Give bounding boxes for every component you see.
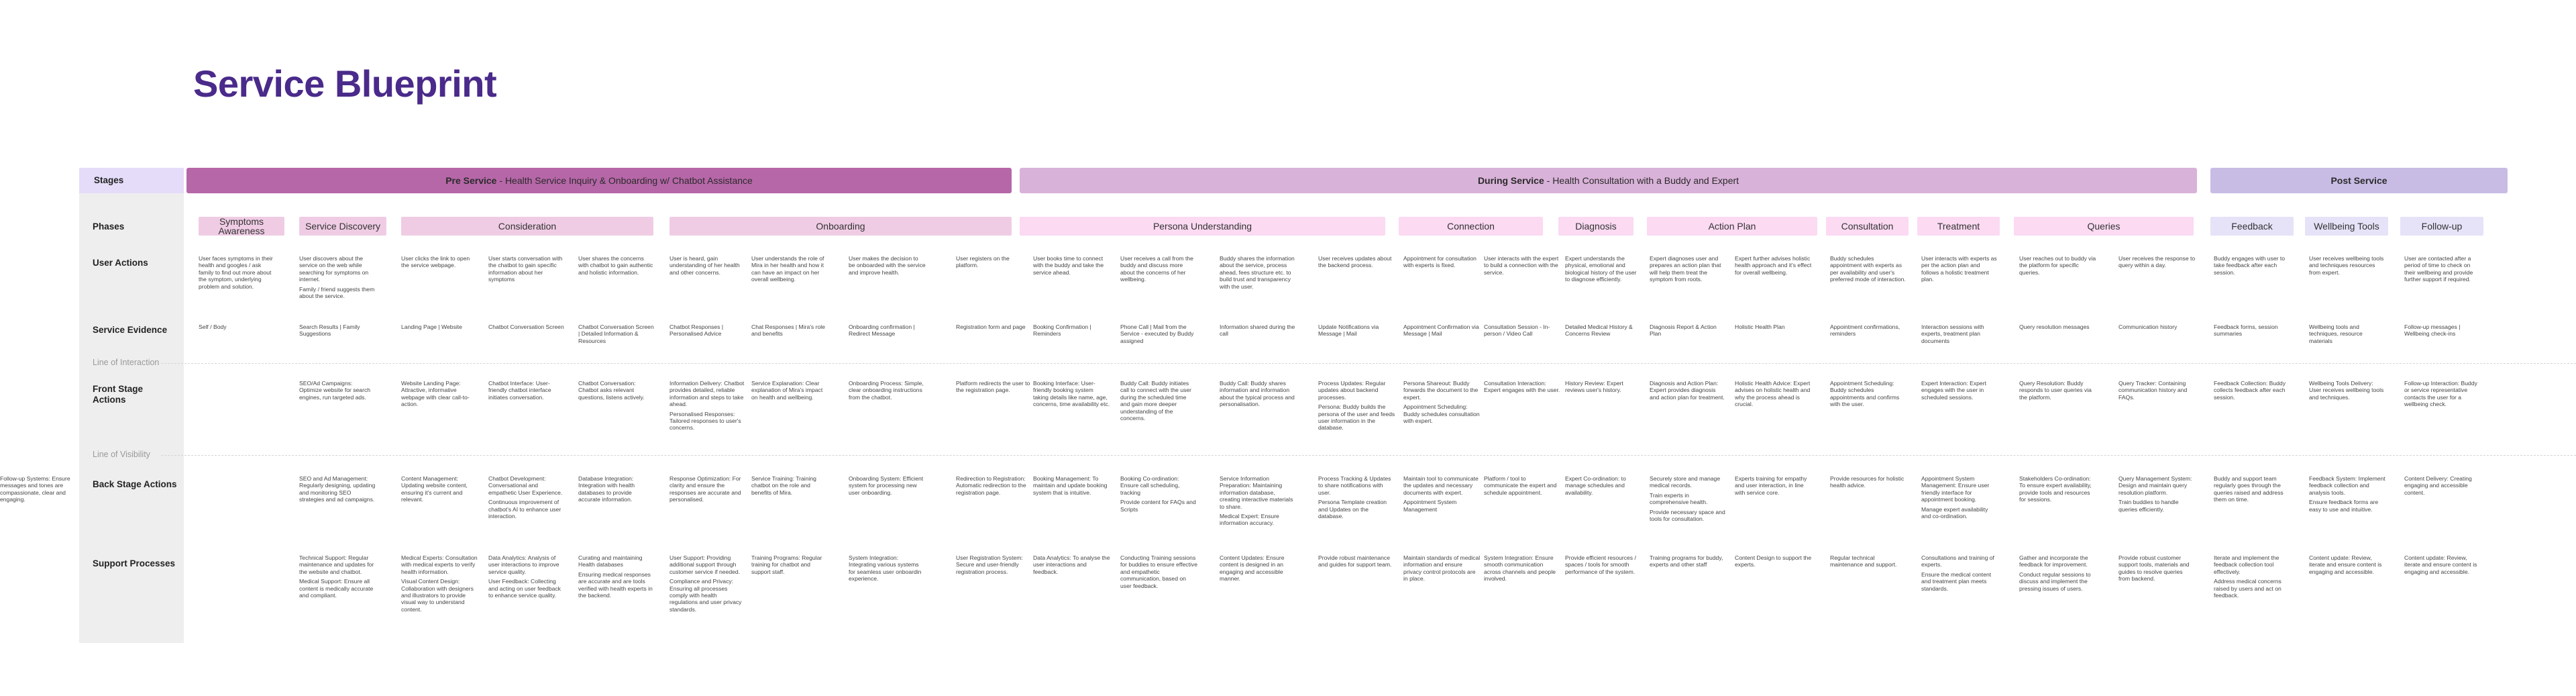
support-process-text: Conducting Training sessions for buddies to ensure effective and empathetic communication, based on user feedback. — [1120, 554, 1197, 589]
front-stage-action-cell — [1318, 380, 1395, 434]
user-action-text: User receives wellbeing tools and techniques resources from expert. — [2309, 255, 2384, 276]
support-process-cell — [1318, 554, 1395, 571]
support-process-text: Iterate and implement the feedback collection tool effectively. — [2214, 554, 2279, 575]
front-stage-action-text: Diagnosis and Action Plan: Expert provides diagnosis and action plan for treatment. — [1650, 380, 1725, 401]
support-process-cell — [401, 554, 478, 615]
support-process-text: Medical Support: Ensure all content is medically accurate and compliant. — [299, 578, 374, 599]
phase-symptoms-awareness: Symptoms Awareness — [199, 217, 284, 236]
back-stage-action-text: Appointment System Management — [1403, 499, 1457, 513]
phase-onboarding: Onboarding — [669, 217, 1012, 236]
front-stage-action-text: Expert Interaction: Expert engages with the user in scheduled sessions. — [1921, 380, 1986, 401]
support-process-text: Ensuring medical responses are accurate and are tools verified with health experts in the backend. — [578, 570, 653, 599]
front-stage-action-cell — [2309, 380, 2386, 403]
phase-consultation: Consultation — [1826, 217, 1909, 236]
front-stage-action-cell — [956, 380, 1033, 397]
service-evidence-cell: Query resolution messages — [2019, 324, 2090, 330]
support-process-cell — [849, 554, 926, 585]
support-process-text: Training programs for buddy, experts and other staff — [1650, 554, 1723, 568]
front-stage-action-text: Query Tracker: Containing communication history and FAQs. — [2118, 380, 2188, 401]
stage-during-service-name: During Service — [1477, 175, 1544, 186]
back-stage-action-text: Provide necessary space and tools for consultation. — [1650, 508, 1725, 523]
back-stage-action-cell — [1220, 475, 1297, 530]
service-evidence-cell: Chat Responses | Mira's role and benefits — [751, 324, 825, 338]
front-stage-action-cell — [299, 380, 376, 403]
support-process-cell — [2309, 554, 2386, 578]
page-title: Service Blueprint — [193, 62, 497, 105]
front-stage-action-text: Wellbeing Tools Delivery: User receives wellbeing tools and techniques. — [2309, 380, 2384, 401]
row-label-back-stage: Back Stage Actions — [93, 479, 177, 489]
user-action-text: User interacts with experts as per the action plan and follows a holistic treatment plan. — [1921, 255, 1997, 283]
user-action-cell — [1033, 255, 1110, 279]
support-process-text: Technical Support: Regular maintenance and updates for the website and chatbot. — [299, 554, 374, 575]
user-action-text: User receives updates about the backend process. — [1318, 255, 1392, 269]
support-process-text: Content Design to support the experts. — [1735, 554, 1812, 568]
support-process-text: Content Updates: Ensure content is designed in an engaging and accessible manner. — [1220, 554, 1285, 583]
user-action-cell — [2019, 255, 2096, 279]
back-stage-action-text: Redirection to Registration: Automatic redirection to the registration page. — [956, 475, 1026, 496]
back-stage-action-cell — [669, 475, 747, 506]
support-process-cell — [956, 554, 1033, 578]
support-process-text: User Support: Providing additional support through customer service if needed. — [669, 554, 741, 575]
back-stage-action-cell — [1403, 475, 1481, 515]
support-process-cell — [1484, 554, 1561, 585]
back-stage-action-text: Manage expert availability and co-ordination. — [1921, 505, 1988, 520]
back-stage-action-cell — [1830, 475, 1907, 492]
support-process-text: Regular technical maintenance and support. — [1830, 554, 1897, 568]
service-evidence-cell: Onboarding confirmation | Redirect Message — [849, 324, 915, 338]
back-stage-action-cell — [2118, 475, 2196, 515]
user-action-text: User discovers about the service on the web while searching for symptoms on internet. — [299, 255, 369, 283]
row-label-user-actions: User Actions — [93, 258, 148, 268]
user-action-text: User shares the concerns with chatbot to gain authentic and holistic information. — [578, 255, 653, 276]
support-process-text: Data Analytics: To analyse the user interactions and feedback. — [1033, 554, 1110, 575]
back-stage-action-text: Service Training: Training chatbot on the role and benefits of Mira. — [751, 475, 816, 496]
support-process-cell — [2019, 554, 2096, 595]
front-stage-action-text: Buddy Call: Buddy initiates call to connect with the user during the scheduled time and gain more deeper understanding of the concerns. — [1120, 380, 1192, 422]
user-action-cell — [2118, 255, 2196, 272]
support-process-cell — [2214, 554, 2291, 601]
phase-follow-up: Follow-up — [2400, 217, 2483, 236]
user-action-cell — [578, 255, 655, 279]
user-action-text: User starts conversation with the chatbot to gain specific information about her symptoms — [488, 255, 563, 283]
back-stage-action-cell — [578, 475, 655, 506]
front-stage-action-text: Chatbot Conversation: Chatbot asks relevant questions, listens actively. — [578, 380, 645, 401]
service-evidence-cell: Search Results | Family Suggestions — [299, 324, 360, 338]
support-process-text: User Feedback: Collecting and acting on user feedback to enhance service quality. — [488, 578, 561, 599]
front-stage-action-text: Appointment Scheduling: Buddy schedules consultation with expert. — [1403, 403, 1480, 425]
support-process-cell — [2118, 554, 2196, 585]
stage-pre-service: Pre Service - Health Service Inquiry & Onboarding w/ Chatbot Assistance — [186, 168, 1012, 193]
back-stage-action-cell — [2019, 475, 2096, 506]
user-action-text: User are contacted after a period of time to check on their wellbeing and provide further support if required. — [2404, 255, 2473, 283]
user-action-text: User receives the response to query within a day. — [2118, 255, 2196, 269]
user-action-cell — [956, 255, 1033, 272]
support-process-text: Content update: Review, iterate and ensure content is engaging and accessible. — [2309, 554, 2382, 575]
support-process-text: Medical Experts: Consultation with medical experts to verify health information. — [401, 554, 478, 575]
user-action-cell — [199, 255, 276, 293]
support-process-text: System Integration: Integrating various systems for seamless user onboardin experience. — [849, 554, 922, 583]
user-action-cell — [669, 255, 747, 279]
back-stage-action-cell — [2404, 475, 2481, 499]
support-process-cell — [2404, 554, 2481, 578]
front-stage-action-cell — [1220, 380, 1297, 411]
front-stage-action-text: Consultation Interaction: Expert engages with the user. — [1484, 380, 1560, 394]
support-process-cell — [751, 554, 828, 578]
support-process-cell — [1650, 554, 1727, 571]
front-stage-action-text: Booking Interface: User-friendly booking system taking details like name, age, concerns, time availability etc. — [1033, 380, 1110, 408]
user-action-cell — [1484, 255, 1561, 279]
user-action-text: User receives a call from the buddy and discuss more about the concerns of her wellbeing. — [1120, 255, 1193, 283]
back-stage-action-cell — [1033, 475, 1110, 499]
back-stage-action-cell — [1650, 475, 1727, 525]
support-process-cell — [299, 554, 376, 601]
front-stage-action-cell — [2118, 380, 2196, 403]
user-action-cell — [751, 255, 828, 286]
service-evidence-cell: Appointment confirmations, reminders — [1830, 324, 1900, 338]
support-process-text: Maintain standards of medical information and ensure privacy control protocols are in place. — [1403, 554, 1481, 583]
back-stage-action-text: Follow-up Systems: Ensure messages and tones are compassionate, clear and engaging. — [0, 475, 70, 503]
phase-persona-understanding: Persona Understanding — [1020, 217, 1385, 236]
back-stage-action-cell — [2309, 475, 2386, 515]
service-evidence-cell: Update Notifications via Message | Mail — [1318, 324, 1379, 338]
row-label-column — [79, 168, 184, 643]
service-evidence-cell: Detailed Medical History & Concerns Review — [1565, 324, 1633, 338]
back-stage-action-text: Onboarding System: Efficient system for processing new user onboarding. — [849, 475, 924, 496]
front-stage-action-text: Feedback Collection: Buddy collects feedback after each session. — [2214, 380, 2286, 401]
service-evidence-cell: Chatbot Responses | Personalised Advice — [669, 324, 724, 338]
front-stage-action-text: Buddy Call: Buddy shares information and information about the typical process and personalisation. — [1220, 380, 1295, 408]
back-stage-action-text: Experts training for empathy and user interaction, in line with service core. — [1735, 475, 1807, 496]
user-action-cell — [2404, 255, 2481, 286]
front-stage-action-cell — [1921, 380, 1998, 403]
front-stage-action-text: Personalised Responses: Tailored responses to user's concerns. — [669, 410, 741, 432]
front-stage-action-cell — [849, 380, 926, 403]
back-stage-action-text: Process Tracking & Updates to share notifications with user. — [1318, 475, 1391, 496]
user-action-cell — [1403, 255, 1481, 272]
support-process-text: Training Programs: Regular training for chatbot and support staff. — [751, 554, 822, 575]
front-stage-action-cell — [2404, 380, 2481, 411]
line-of-interaction — [161, 363, 2576, 364]
phase-queries: Queries — [2014, 217, 2194, 236]
front-stage-action-text: Appointment Scheduling: Buddy schedules appointments and confirms with the user. — [1830, 380, 1900, 408]
back-stage-action-cell — [401, 475, 478, 506]
service-evidence-cell: Follow-up messages | Wellbeing check-ins — [2404, 324, 2461, 338]
front-stage-action-cell — [1650, 380, 1727, 403]
back-stage-action-text: SEO and Ad Management: Regularly designing, updating and monitoring SEO strategies and ad campaigns. — [299, 475, 376, 503]
front-stage-action-cell — [2019, 380, 2096, 403]
user-action-cell — [1735, 255, 1812, 279]
back-stage-action-text: Feedback System: Implement feedback collection and analysis tools. — [2309, 475, 2385, 496]
back-stage-action-text: Buddy and support team regularly goes through the queries raised and address them on time. — [2214, 475, 2284, 503]
service-evidence-cell: Chatbot Conversation Screen — [488, 324, 564, 330]
front-stage-action-text: Holistic Health Advice: Expert advises on holistic health and why the process ahead is crucial. — [1735, 380, 1811, 408]
front-stage-action-cell — [1484, 380, 1561, 397]
user-action-text: User makes the decision to be onboarded with the service and improve health. — [849, 255, 926, 276]
line-of-visibility — [161, 455, 2576, 456]
support-process-cell — [1565, 554, 1642, 578]
back-stage-action-text: Content Delivery: Creating engaging and accessible content. — [2404, 475, 2472, 496]
front-stage-action-text: Service Explanation: Clear explanation of Mira's impact on health and wellbeing. — [751, 380, 823, 401]
back-stage-action-cell — [849, 475, 926, 499]
support-process-text: Consultations and training of experts. — [1921, 554, 1994, 568]
user-action-cell — [1921, 255, 1998, 286]
user-action-cell — [1318, 255, 1395, 272]
front-stage-action-cell — [1403, 380, 1481, 427]
back-stage-action-text: Train buddies to handle queries efficiently. — [2118, 499, 2179, 513]
back-stage-action-text: Continuous improvement of chatbot's AI to enhance user interaction. — [488, 499, 561, 520]
back-stage-action-text: Query Management System: Design and maintain query resolution platform. — [2118, 475, 2192, 496]
back-stage-action-text: Maintain tool to communicate the updates and necessary documents with expert. — [1403, 475, 1479, 496]
front-stage-action-cell — [1120, 380, 1197, 424]
back-stage-action-cell — [1484, 475, 1561, 499]
back-stage-action-cell — [1921, 475, 1998, 522]
support-process-text: System Integration: Ensure smooth communication across channels and people involved. — [1484, 554, 1556, 583]
back-stage-action-text: Provide resources for holistic health advice. — [1830, 475, 1904, 489]
stage-pre-service-name: Pre Service — [445, 175, 497, 186]
support-process-text: Curating and maintaining Health databases — [578, 554, 643, 568]
support-process-text: Content update: Review, iterate and ensure content is engaging and accessible. — [2404, 554, 2477, 575]
back-stage-action-text: Service Information Preparation: Maintaining information database, creating interactive materials to share. — [1220, 475, 1293, 510]
back-stage-action-text: Provide content for FAQs and Scripts — [1120, 499, 1196, 513]
support-process-text: Provide robust customer support tools, materials and guides to resolve queries from backend. — [2118, 554, 2190, 583]
support-process-text: Address medical concerns raised by users and act on feedback. — [2214, 578, 2282, 599]
user-action-cell — [1120, 255, 1197, 286]
back-stage-action-text: Content Management: Updating website content, ensuring it's current and relevant. — [401, 475, 468, 503]
stage-post-service-name: Post Service — [2330, 175, 2387, 186]
service-evidence-cell: Chatbot Conversation Screen | Detailed Information & Resources — [578, 324, 654, 344]
back-stage-action-text: Expert Co-ordination: to manage schedules and availability. — [1565, 475, 1626, 496]
support-process-text: Ensure the medical content and treatment plan meets standards. — [1921, 570, 1992, 592]
back-stage-action-text: Appointment System Management: Ensure user friendly interface for appointment booking. — [1921, 475, 1990, 503]
back-stage-action-text: Response Optimization: For clarity and ensure the responses are accurate and personalised. — [669, 475, 741, 503]
front-stage-action-text: Platform redirects the user to the registration page. — [956, 380, 1030, 394]
back-stage-action-text: Booking Management: To maintain and update booking system that is intuitive. — [1033, 475, 1108, 496]
stage-during-service-desc: Health Consultation with a Buddy and Expert — [1552, 175, 1739, 186]
support-process-cell — [1921, 554, 1998, 595]
service-evidence-cell: Wellbeing tools and techniques, resource materials — [2309, 324, 2363, 344]
service-evidence-cell: Feedback forms, session summaries — [2214, 324, 2278, 338]
front-stage-action-cell — [578, 380, 655, 403]
front-stage-action-cell — [1830, 380, 1907, 411]
service-evidence-cell: Communication history — [2118, 324, 2178, 330]
service-evidence-cell: Holistic Health Plan — [1735, 324, 1785, 330]
back-stage-action-text: Stakeholders Co-ordination: To ensure expert availability, provide tools and resources for sessions. — [2019, 475, 2092, 503]
phase-treatment: Treatment — [1917, 217, 2000, 236]
user-action-text: Appointment for consultation with experts is fixed. — [1403, 255, 1477, 269]
user-action-cell — [1565, 255, 1642, 286]
front-stage-action-text: Process Updates: Regular updates about backend processes. — [1318, 380, 1386, 401]
stage-post-service — [2210, 168, 2508, 193]
phase-action-plan: Action Plan — [1647, 217, 1817, 236]
back-stage-action-cell — [0, 475, 77, 506]
support-process-text: Visual Content Design: Collaboration with designers and illustrators to provide visual way to understand content. — [401, 578, 474, 613]
row-label-front-stage: Front Stage Actions — [93, 384, 144, 405]
user-action-cell — [401, 255, 478, 272]
stage-during-service: During Service - Health Consultation with a Buddy and Expert — [1020, 168, 2197, 193]
back-stage-action-text: Platform / tool to communicate the expert and schedule appointment. — [1484, 475, 1557, 496]
front-stage-action-text: Website Landing Page: Attractive, informative webpage with clear call-to-action. — [401, 380, 470, 408]
user-action-text: Buddy schedules appointment with experts as per availability and user's preferred mode of interaction. — [1830, 255, 1906, 283]
front-stage-action-cell — [488, 380, 566, 403]
back-stage-action-cell — [1735, 475, 1812, 499]
user-action-cell — [1650, 255, 1727, 286]
user-action-text: User understands the role of Mira in her health and how it can have an impact on her overall wellbeing. — [751, 255, 824, 283]
service-evidence-cell: Appointment Confirmation via Message | Mail — [1403, 324, 1479, 338]
user-action-text: Buddy engages with user to take feedback after each session. — [2214, 255, 2286, 276]
row-label-service-evidence: Service Evidence — [93, 325, 168, 335]
user-action-text: User is heard, gain understanding of her health and other concerns. — [669, 255, 740, 276]
front-stage-action-cell — [1565, 380, 1642, 397]
phase-wellbeing-tools: Wellbeing Tools — [2305, 217, 2388, 236]
front-stage-action-text: Persona: Buddy builds the persona of the user and feeds user information in the database. — [1318, 403, 1395, 432]
user-action-cell — [2214, 255, 2291, 279]
support-process-cell — [488, 554, 566, 601]
back-stage-action-text: Ensure feedback forms are easy to use and intuitive. — [2309, 499, 2379, 513]
back-stage-action-cell — [1565, 475, 1642, 499]
support-process-text: Compliance and Privacy: Ensuring all processes comply with health regulations and user privacy standards. — [669, 578, 742, 613]
back-stage-action-text: Securely store and manage medical records. — [1650, 475, 1721, 489]
front-stage-action-cell — [1735, 380, 1812, 411]
line-of-visibility-label: Line of Visibility — [93, 450, 150, 459]
service-evidence-cell: Interaction sessions with experts, treatment plan documents — [1921, 324, 1984, 344]
phase-feedback: Feedback — [2210, 217, 2294, 236]
front-stage-action-cell — [2214, 380, 2291, 403]
service-evidence-cell: Diagnosis Report & Action Plan — [1650, 324, 1717, 338]
service-evidence-cell: Information shared during the call — [1220, 324, 1295, 338]
front-stage-action-text: Persona Shareout: Buddy forwards the document to the expert. — [1403, 380, 1479, 401]
front-stage-action-text: Follow-up Interaction: Buddy or service representative contacts the user for a wellbeing check. — [2404, 380, 2477, 408]
user-action-cell — [299, 255, 376, 302]
front-stage-action-cell — [751, 380, 828, 403]
user-action-cell — [1220, 255, 1297, 293]
back-stage-action-cell — [751, 475, 828, 499]
phase-consideration: Consideration — [401, 217, 653, 236]
user-action-text: User reaches out to buddy via the platform for specific queries. — [2019, 255, 2096, 276]
user-action-text: Expert further advises holistic health approach and it's effect for overall wellbeing. — [1735, 255, 1812, 276]
line-of-interaction-label: Line of Interaction — [93, 358, 160, 367]
support-process-text: Gather and incorporate the feedback for improvement. — [2019, 554, 2088, 568]
stage-pre-service-desc: Health Service Inquiry & Onboarding w/ Chatbot Assistance — [504, 175, 753, 186]
back-stage-action-cell — [1120, 475, 1197, 515]
service-evidence-cell: Registration form and page — [956, 324, 1026, 330]
user-action-text: Expert diagnoses user and prepares an action plan that will help them treat the symptom from roots. — [1650, 255, 1721, 283]
back-stage-action-cell — [1318, 475, 1395, 522]
support-process-text: Provide robust maintenance and guides for support team. — [1318, 554, 1392, 568]
service-evidence-cell: Booking Confirmation | Reminders — [1033, 324, 1091, 338]
user-action-text: User books time to connect with the buddy and take the service ahead. — [1033, 255, 1104, 276]
back-stage-action-cell — [299, 475, 376, 506]
front-stage-action-text: SEO/Ad Campaigns: Optimize website for search engines, run targeted ads. — [299, 380, 371, 401]
support-process-text: Data Analytics: Analysis of user interactions to improve service quality. — [488, 554, 559, 575]
front-stage-action-text: Query Resolution: Buddy responds to user queries via the platform. — [2019, 380, 2092, 401]
back-stage-action-text: Train experts in comprehensive health. — [1650, 491, 1708, 506]
front-stage-action-cell — [401, 380, 478, 411]
support-process-cell — [1403, 554, 1481, 585]
back-stage-action-text: Medical Expert: Ensure information accuracy. — [1220, 513, 1279, 527]
support-process-cell — [1220, 554, 1297, 585]
support-process-cell — [669, 554, 747, 615]
user-action-cell — [488, 255, 566, 286]
user-action-text: Expert understands the physical, emotional and biological history of the user to diagnose efficiently. — [1565, 255, 1637, 283]
user-action-cell — [849, 255, 926, 279]
back-stage-action-text: Booking Co-ordination: Ensure call scheduling, tracking — [1120, 475, 1180, 496]
front-stage-action-text: History Review: Expert reviews user's history. — [1565, 380, 1623, 394]
service-evidence-cell: Consultation Session - In-person / Video Call — [1484, 324, 1550, 338]
back-stage-action-cell — [488, 475, 566, 522]
back-stage-action-text: Persona Template creation and Updates on the database. — [1318, 499, 1387, 520]
support-process-cell — [1735, 554, 1812, 571]
support-process-cell — [1120, 554, 1197, 592]
front-stage-action-cell — [669, 380, 747, 434]
front-stage-action-text: Information Delivery: Chatbot provides detailed, reliable information and steps to take ahead. — [669, 380, 745, 408]
support-process-text: Provide efficient resources / spaces / tools for smooth performance of the system. — [1565, 554, 1636, 575]
front-stage-action-text: Chatbot Interface: User-friendly chatbot interface initiates conversation. — [488, 380, 551, 401]
row-label-stages: Stages — [79, 168, 184, 193]
support-process-text: Conduct regular sessions to discuss and implement the pressing issues of users. — [2019, 570, 2091, 592]
phase-diagnosis: Diagnosis — [1558, 217, 1633, 236]
row-label-support: Support Processes — [93, 558, 176, 568]
user-action-text: User clicks the link to open the service webpage. — [401, 255, 470, 269]
back-stage-action-cell — [2214, 475, 2291, 506]
user-action-text: User interacts with the expert to build a connection with the service. — [1484, 255, 1559, 276]
support-process-text: User Registration System: Secure and user-friendly registration process. — [956, 554, 1023, 575]
back-stage-action-text: Database Integration: Integration with health databases to provide accurate information. — [578, 475, 635, 503]
front-stage-action-text: Onboarding Process: Simple, clear onboarding instructions from the chatbot. — [849, 380, 924, 401]
service-evidence-cell: Self / Body — [199, 324, 227, 330]
service-evidence-cell: Landing Page | Website — [401, 324, 462, 330]
user-action-text: Buddy shares the information about the service, process ahead, fees structure etc. to build trust and transparency with the user. — [1220, 255, 1295, 290]
back-stage-action-text: Chatbot Development: Conversational and empathetic User Experience. — [488, 475, 563, 496]
user-action-cell — [2309, 255, 2386, 279]
user-action-text: User registers on the platform. — [956, 255, 1010, 269]
user-action-text: Family / friend suggests them about the service. — [299, 285, 375, 300]
user-action-text: User faces symptoms in their health and googles / ask family to find out more about the symptom, underlying problem and solution. — [199, 255, 273, 290]
user-action-cell — [1830, 255, 1907, 286]
back-stage-action-cell — [956, 475, 1033, 499]
front-stage-action-cell — [1033, 380, 1110, 411]
phase-service-discovery: Service Discovery — [299, 217, 386, 236]
support-process-cell — [1033, 554, 1110, 578]
service-evidence-cell: Phone Call | Mail from the Service - executed by Buddy assigned — [1120, 324, 1194, 344]
row-label-phases: Phases — [93, 221, 125, 232]
support-process-cell — [578, 554, 655, 601]
support-process-cell — [1830, 554, 1907, 571]
phase-connection: Connection — [1399, 217, 1543, 236]
